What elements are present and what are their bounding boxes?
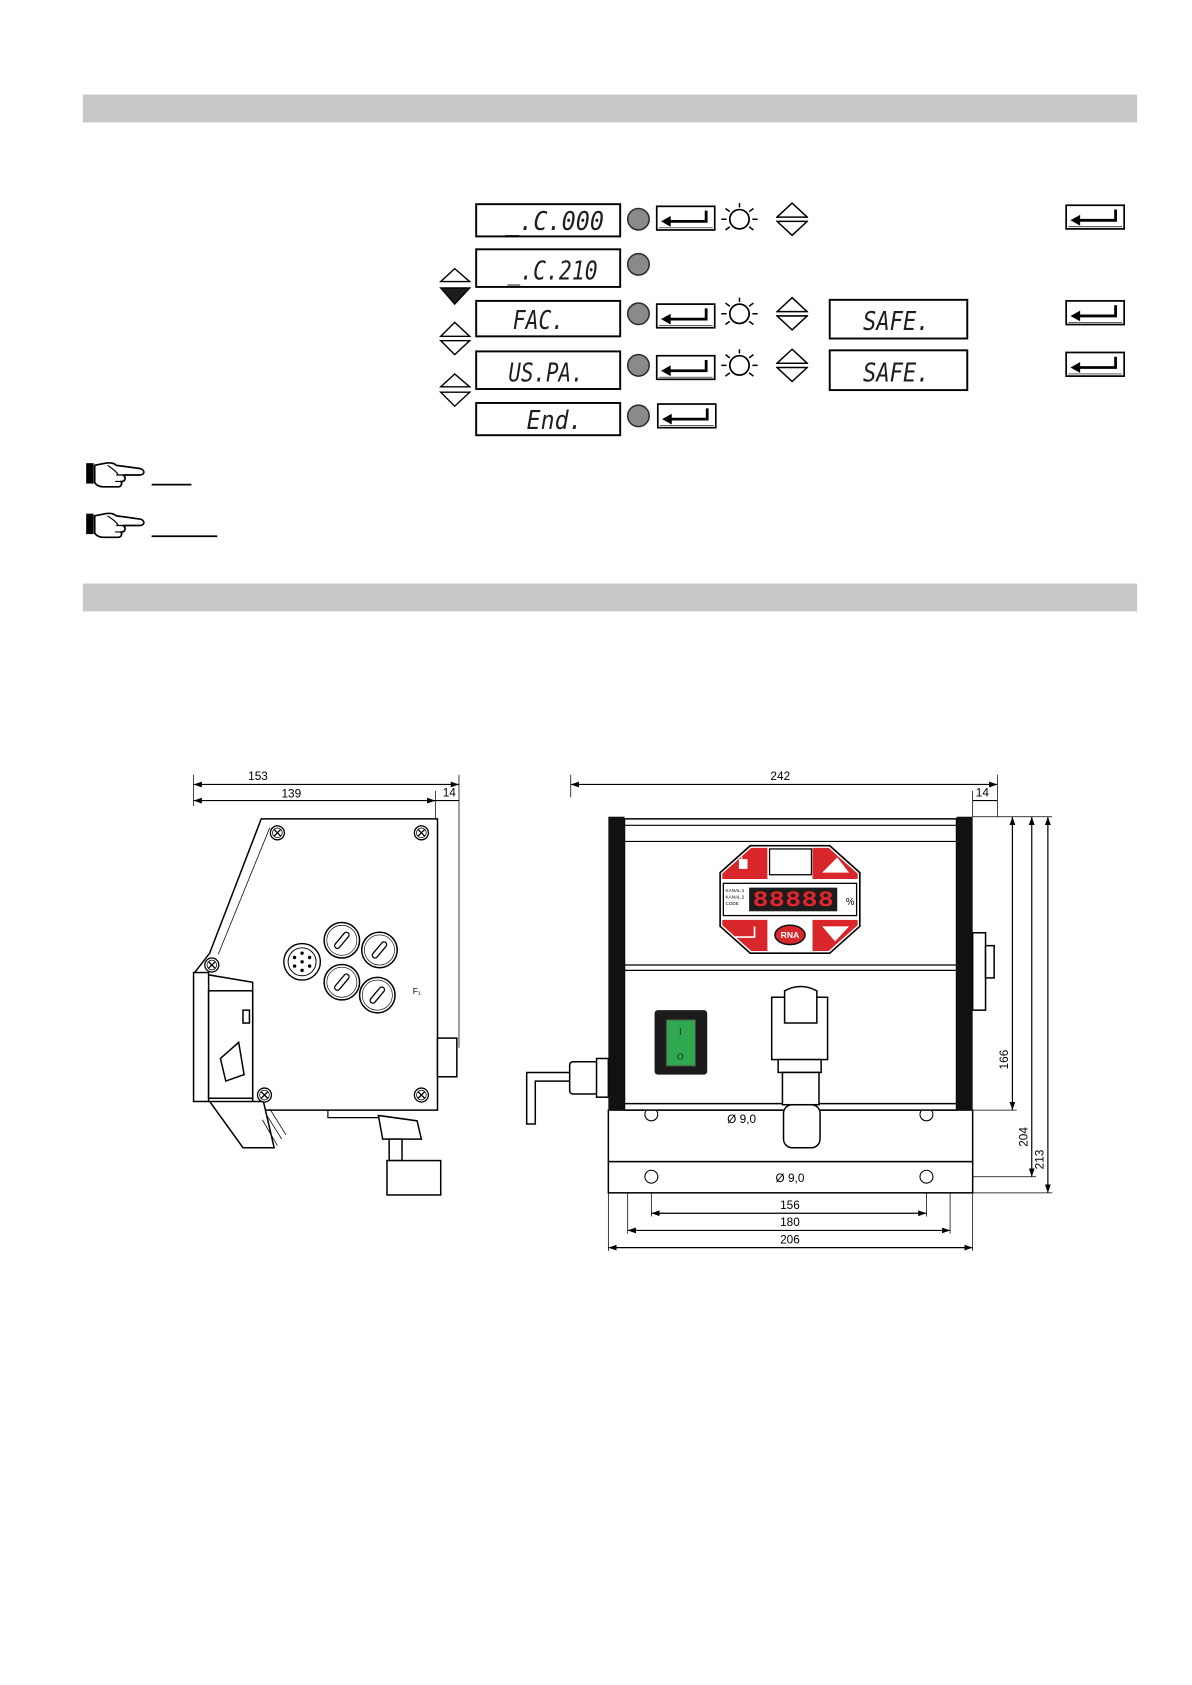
status-led-icon xyxy=(628,208,649,229)
cable-line xyxy=(328,1110,379,1118)
sequence-row-1 xyxy=(476,203,1124,237)
right-connector xyxy=(973,933,986,1010)
rna-logo-text: RNA xyxy=(780,930,800,941)
blinking-lamp-icon xyxy=(721,298,758,325)
display-sequence-diagram xyxy=(441,203,1124,436)
dimension-label: 213 xyxy=(1032,1149,1047,1170)
up-down-arrows-icon xyxy=(777,298,807,330)
dimension-label: 156 xyxy=(780,1197,800,1212)
side-profile-right xyxy=(957,817,973,1110)
screw-icon xyxy=(414,1088,428,1102)
sequence-row-3 xyxy=(476,298,1124,339)
section-header-bar xyxy=(83,95,1137,123)
enter-key-icon xyxy=(1066,352,1124,376)
fuse-holder-icon xyxy=(360,977,395,1012)
dimension-label: 242 xyxy=(770,769,791,784)
screw-icon xyxy=(270,826,284,840)
plug-lever xyxy=(785,986,817,1023)
enter-key-icon xyxy=(658,404,716,428)
channel-label: KANAL 1 xyxy=(725,887,745,893)
down-arrow-icon xyxy=(441,341,470,355)
round-connector-icon xyxy=(284,944,321,981)
lcd-text: _.C.210 xyxy=(507,256,598,287)
mounting-hole xyxy=(920,1170,933,1183)
dimension-label: 139 xyxy=(281,786,302,801)
switch-on-mark: I xyxy=(679,1026,682,1038)
status-led-icon xyxy=(628,303,649,324)
status-led-icon xyxy=(628,254,649,275)
fuse-holder-icon xyxy=(362,932,397,967)
enter-key-icon xyxy=(657,304,715,328)
cable-gland xyxy=(570,1062,598,1094)
section-header-bar xyxy=(83,584,1137,612)
cable-gland-nut xyxy=(597,1058,609,1097)
enter-key-icon xyxy=(657,206,715,230)
sequence-row-2 xyxy=(476,249,649,287)
dimension-label: 153 xyxy=(248,769,268,784)
lcd-text: US.PA. xyxy=(508,358,584,389)
channel-label: CODE xyxy=(725,900,739,906)
side-connector xyxy=(437,1038,456,1077)
enter-key-icon xyxy=(657,356,715,380)
fuse-label: F₁ xyxy=(412,986,421,997)
fuse-holder-icon xyxy=(324,964,359,999)
status-led-icon xyxy=(628,405,649,426)
down-arrow-icon xyxy=(441,288,470,304)
up-down-arrows-icon xyxy=(777,349,807,381)
sequence-row-5 xyxy=(476,403,716,436)
plug-housing xyxy=(210,1101,274,1147)
lcd-text: FAC. xyxy=(512,305,565,336)
plug-clip xyxy=(778,1060,821,1073)
enter-key-icon xyxy=(1066,205,1124,229)
screw-icon xyxy=(257,1088,271,1102)
dimension-label: 14 xyxy=(975,785,989,800)
pointing-hand-icon xyxy=(86,513,144,537)
blinking-lamp-icon xyxy=(721,203,758,230)
blinking-lamp-icon xyxy=(721,349,758,376)
dimension-label: 166 xyxy=(997,1049,1012,1070)
lcd-text: _.C.000 xyxy=(505,206,605,237)
dimension-label: 180 xyxy=(780,1215,800,1230)
screw-icon xyxy=(414,826,428,840)
mounting-hole xyxy=(645,1170,658,1183)
clamp-plate xyxy=(194,973,209,1102)
control-panel xyxy=(720,846,860,953)
screw-icon xyxy=(205,958,219,972)
fuse-holder-icon xyxy=(324,923,359,958)
channel-label: KANAL 2 xyxy=(725,894,745,900)
lcd-confirm-text: SAFE. xyxy=(863,358,930,389)
bottom-connector xyxy=(378,1115,421,1139)
unit-label: % xyxy=(845,896,855,908)
led-digits: 88888 xyxy=(752,887,835,911)
front-view-drawing xyxy=(527,769,1052,1251)
clamp-detail xyxy=(243,1010,249,1023)
sequence-row-4 xyxy=(476,349,1124,390)
plug-body xyxy=(782,1072,819,1104)
up-down-arrows-icon xyxy=(777,203,807,235)
note-2 xyxy=(86,513,217,537)
status-led-icon xyxy=(628,355,649,376)
up-arrow-icon xyxy=(441,374,470,387)
enter-key-icon xyxy=(1066,301,1124,325)
side-view-drawing xyxy=(194,769,459,1195)
up-arrow-icon xyxy=(441,269,470,282)
dimension-label: 14 xyxy=(442,785,456,800)
hole-diameter-label: Ø 9,0 xyxy=(775,1171,805,1186)
clamp-body xyxy=(209,991,253,1098)
panel-window xyxy=(770,849,812,875)
right-connector-cap xyxy=(986,946,995,978)
power-switch xyxy=(655,1010,708,1074)
dimension-label: 204 xyxy=(1016,1127,1031,1147)
pointing-hand-icon xyxy=(86,463,144,487)
dimension-label: 206 xyxy=(780,1232,800,1247)
note-1 xyxy=(86,463,191,487)
navigation-arrows xyxy=(441,269,470,407)
plug-cable-boot xyxy=(784,1105,821,1148)
hole-diameter-label: Ø 9,0 xyxy=(727,1111,757,1126)
down-arrow-icon xyxy=(441,392,470,406)
lcd-text: End. xyxy=(526,405,583,436)
bottom-connector-block xyxy=(387,1161,441,1195)
side-profile-left xyxy=(608,817,624,1110)
bottom-connector-neck xyxy=(389,1139,402,1160)
switch-off-mark: O xyxy=(677,1051,684,1062)
up-arrow-icon xyxy=(441,322,470,336)
lcd-confirm-text: SAFE. xyxy=(863,306,930,337)
